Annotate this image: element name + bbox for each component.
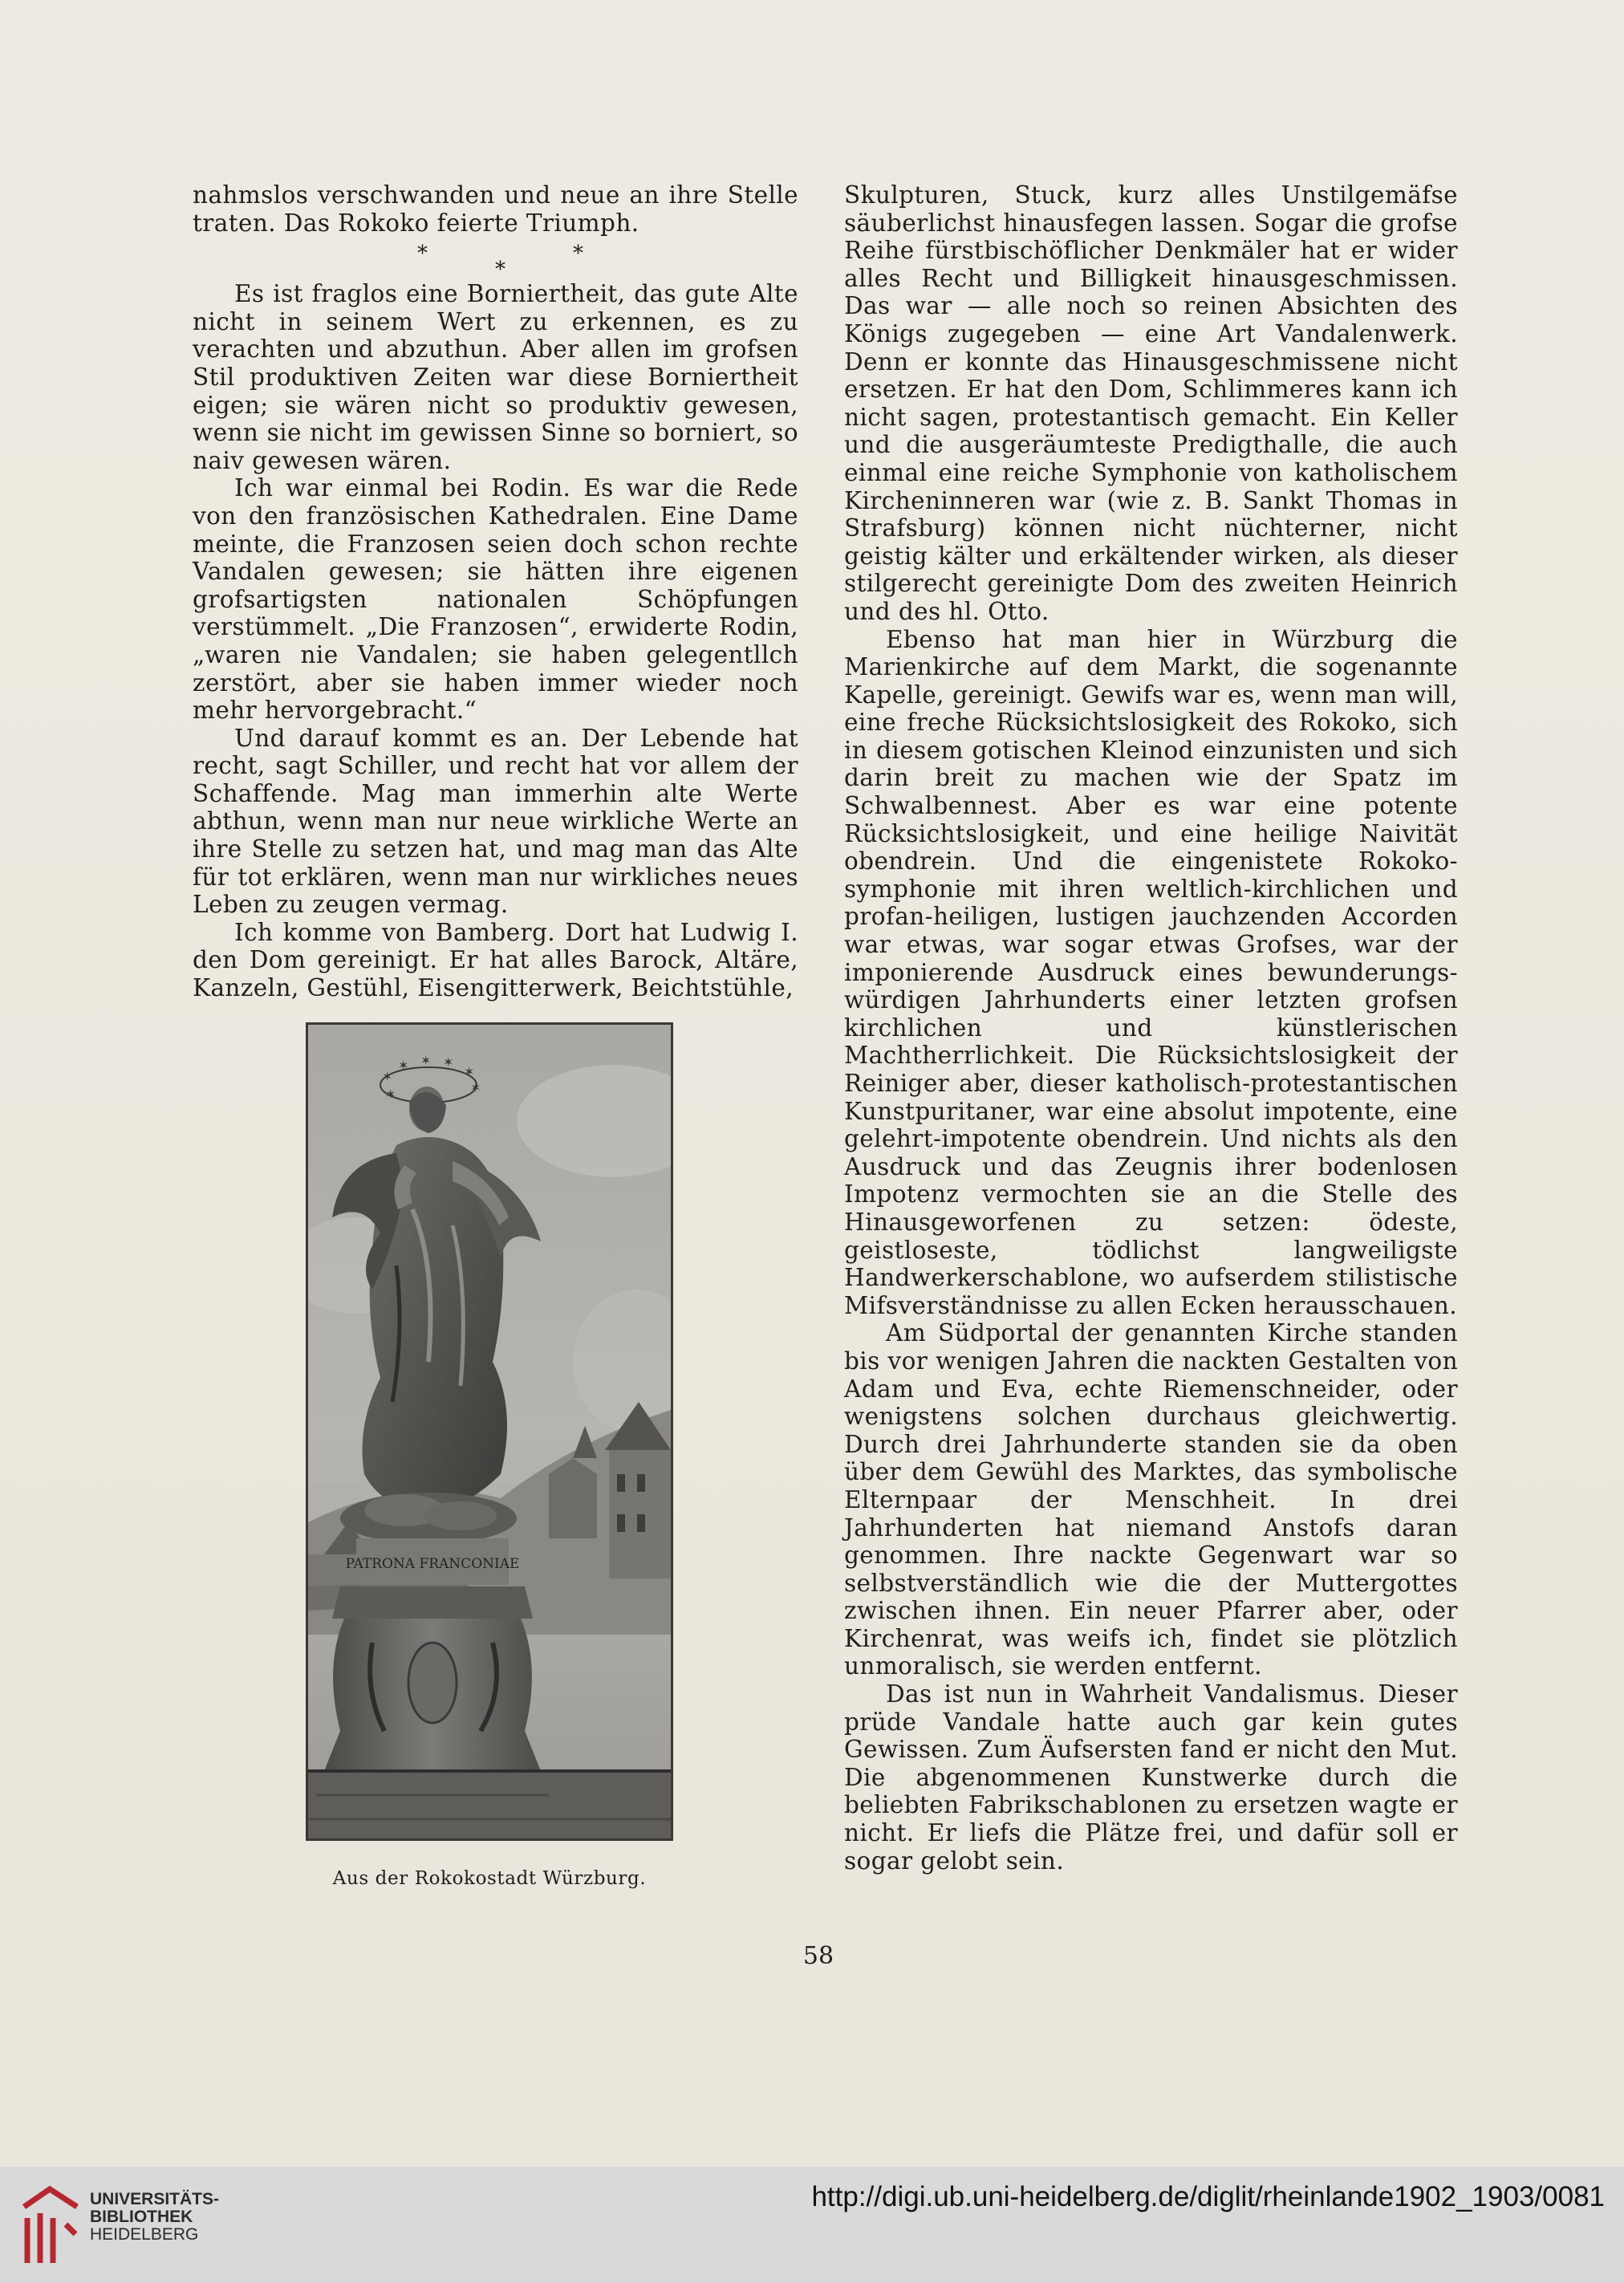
library-name — [90, 2191, 219, 2244]
separator-star: * — [495, 258, 506, 282]
library-name-line: UNIVERSITÄTS- — [90, 2190, 220, 2208]
left-text-column — [193, 181, 798, 1002]
paragraph: Es ist fraglos eine Borniertheit, das gute Alte nicht in seinem Wert zu erkennen, es zu verachten und abzuthun. Aber allen im grofsen Stil produktiven Zeiten war diese Borniertheit eigen; sie wären nicht so produktiv gewesen, wenn sie nicht im gewissen Sinne so borniert, so naiv gewesen wären. — [193, 280, 798, 474]
madonna-statue-illustration — [306, 1022, 673, 1841]
paragraph: Am Südportal der genannten Kirche standen bis vor wenigen Jahren die nackten Gestalten von Adam und Eva, echte Riemenschneider, oder wenigstens solchen durchaus gleichwertig. Durch drei Jahrhunderte standen sie da oben über dem Gewühl des Marktes, das symbolische Elternpaar der Menschheit. In drei Jahrhunderten hat niemand Anstofs daran genommen. Ihre nackte Gegenwart war so selbstverständlich wie die der Muttergottes zwischen ihnen. Ein neuer Pfarrer aber, oder Kirchenrat, was weifs ich, findet sie plötzlich unmoralisch, sie werden entfernt. — [844, 1319, 1458, 1680]
document-url-link[interactable]: http://digi.ub.uni-heidelberg.de/diglit/rheinlande1902_1903/0081 — [811, 2181, 1605, 2212]
statue-engraving — [308, 1025, 671, 1838]
paragraph: Das ist nun in Wahrheit Vandalismus. Dieser prüde Vandale hatte auch gar kein gutes Gewissen. Zum Äufsersten fand er nicht den Mut. Die abgenommenen Kunstwerke durch die beliebten Fabrikschablonen zu ersetzen wagte er nicht. Er liefs die Plätze frei, und dafür soll er sogar gelobt sein. — [844, 1680, 1458, 1875]
paragraph: Ich komme von Bamberg. Dort hat Ludwig I. den Dom gereinigt. Er hat alles Barock, Altäre, Kanzeln, Gestühl, Eisengitterwerk, Beichtstühle, — [193, 918, 798, 1002]
page-number: 58 — [802, 1942, 834, 1970]
svg-text:✶: ✶ — [464, 1064, 475, 1079]
separator-star: * — [417, 242, 428, 266]
svg-text:✶: ✶ — [420, 1053, 432, 1068]
svg-text:✶: ✶ — [385, 1087, 396, 1102]
figure-caption: Aus der Rokokostadt Würzburg. — [332, 1868, 647, 1889]
paragraph: Skulpturen, Stuck, kurz alles Unstilgemäfse säuberlichst hinausfegen lassen. Sogar die grofse Reihe fürstbischöflicher Denkmäler hat er wider alles Recht und Billigkeit hinausgeschmissen. Das war — alle noch so reinen Absichten des Königs zugegeben — eine Art Vandalenwerk. Denn er konnte das Hinausgeschmissene nicht ersetzen. Er hat den Dom, Schlimmeres kann ich nicht sagen, protestantisch gemacht. Ein Keller und die ausgeräumteste Predigthalle, die auch einmal eine reiche Symphonie von katholischem Kircheninneren war (wie z. B. Sankt Thomas in Strafsburg) können nicht nüchterner, nicht geistig kälter und erkältender wirken, als dieser stilgerecht gereinigte Dom des zweiten Heinrich und des hl. Otto. — [844, 181, 1458, 625]
svg-text:✶: ✶ — [398, 1058, 409, 1073]
svg-text:✶: ✶ — [443, 1054, 454, 1070]
library-name-line: HEIDELBERG — [90, 2225, 199, 2244]
heidelberg-library-logo-icon[interactable] — [18, 2184, 83, 2268]
svg-text:✶: ✶ — [470, 1080, 481, 1095]
paragraph: Ich war einmal bei Rodin. Es war die Rede von den französischen Kathedralen. Eine Dame meinte, die Franzosen seien doch schon rechte Vandalen gewesen; sie hätten ihre eigenen grofsartigsten nationalen Schöpfungen verstümmelt. „Die Franzosen“, erwiderte Rodin, „waren nie Vandalen; sie haben gelegentllch zerstört, aber sie haben immer wieder noch mehr hervorgebracht.“ — [193, 474, 798, 725]
library-name-line: BIBLIOTHEK — [90, 2208, 193, 2226]
pedestal-inscription: PATRONA FRANCONIAE — [345, 1556, 520, 1572]
right-text-column — [844, 181, 1458, 1875]
paragraph: Und darauf kommt es an. Der Lebende hat recht, sagt Schiller, und recht hat vor allem der Schaffende. Mag man immerhin alte Werte abthun, wenn man nur neue wirkliche Werte an ihre Stelle zu setzen hat, und mag man das Alte für tot erklären, wenn man nur wirkliches neues Leben zu zeugen vermag. — [193, 724, 798, 919]
separator-star: * — [573, 242, 584, 266]
paragraph: nahmslos verschwanden und neue an ihre Stelle traten. Das Rokoko feierte Triumph. — [193, 181, 798, 237]
svg-text:✶: ✶ — [382, 1069, 393, 1084]
section-separator — [193, 240, 798, 280]
paragraph: Ebenso hat man hier in Würzburg die Marienkirche auf dem Markt, die sogenannte Kapelle, gereinigt. Gewifs war es, wenn man will, eine freche Rücksichtslosigkeit des Rokoko, sich in diesem gotischen Kleinod einzunisten und sich darin breit zu machen wie der Spatz im Schwalbennest. Aber es war eine potente Rücksichtslosigkeit, und eine heilige Naivität obendrein. Und die eingenistete Rokoko-symphonie mit ihren weltlich-kirchlichen und profan-heiligen, lustigen jauchzenden Accorden war etwas, war sogar etwas Grofses, war der imponierende Ausdruck eines bewunderungs-würdigen Jahrhunderts einer letzten grofsen kirchlichen und künstlerischen Machtherrlichkeit. Die Rücksichtslosigkeit der Reiniger aber, dieser katholisch-protestantischen Kunstpuritaner, war eine absolut impotente, eine gelehrt-impotente obendrein. Und nichts als den Ausdruck und das Zeugnis ihrer bodenlosen Impotenz vermochten sie an die Stelle des Hinausgeworfenen zu setzen: ödeste, geistloseste, tödlichst langweiligste Handwerkerschablone, wo aufserdem stilistische Mifsverständnisse zu allen Ecken herausschauen. — [844, 625, 1458, 1319]
